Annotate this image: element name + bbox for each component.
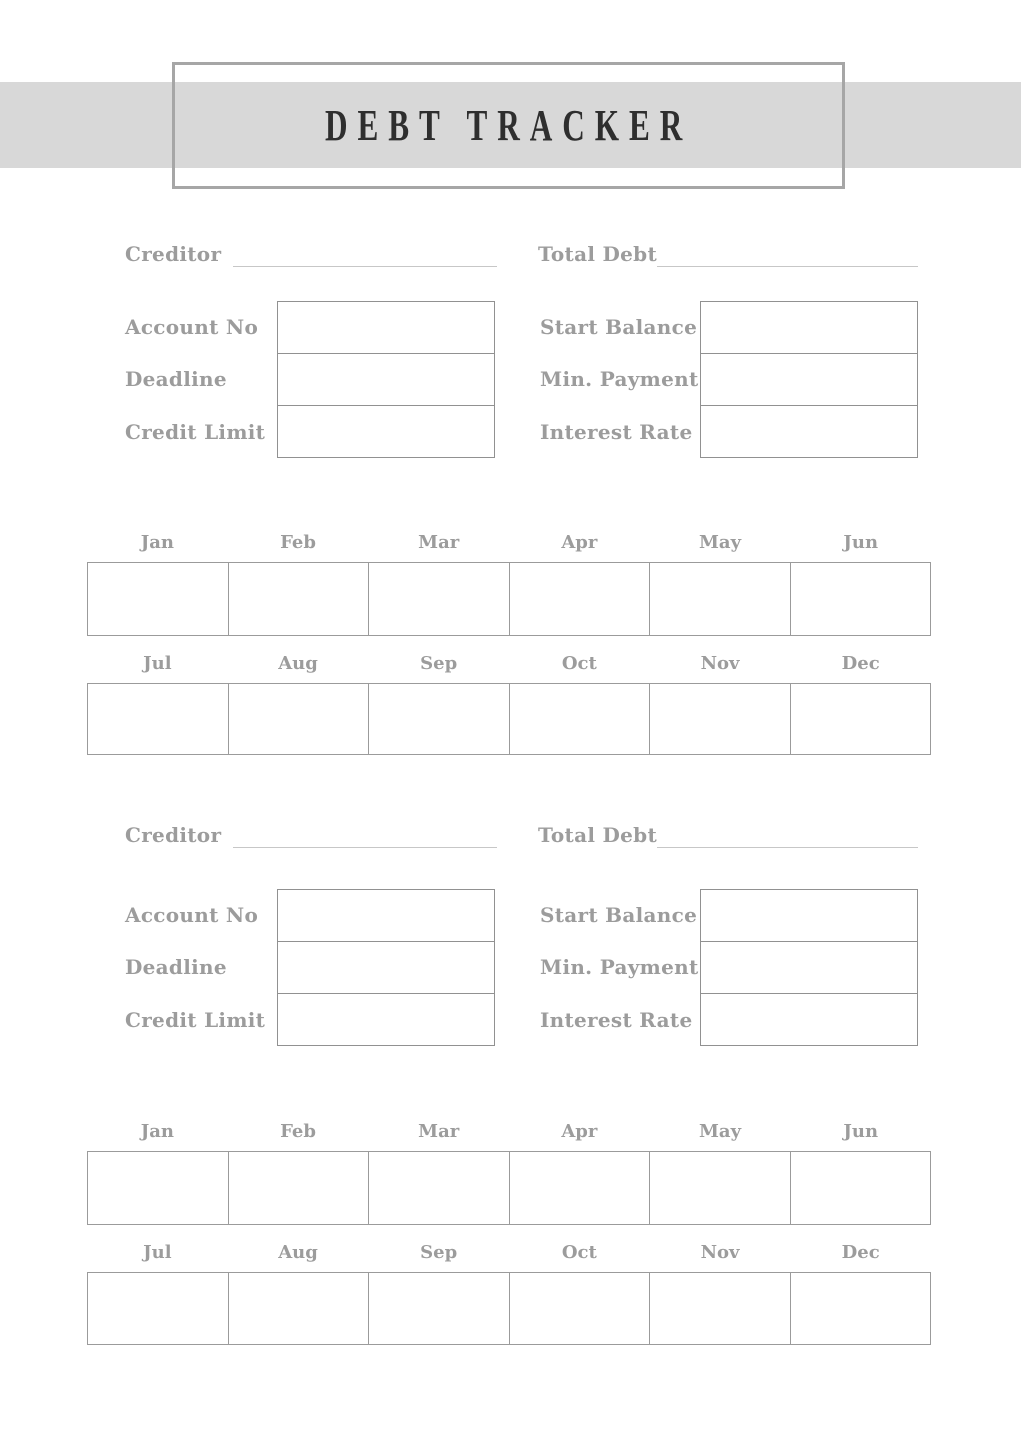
- right-field-labels: [540, 301, 700, 458]
- month-cell-oct[interactable]: [509, 1272, 651, 1345]
- month-cell-mar[interactable]: [368, 562, 510, 636]
- month-cell-oct[interactable]: [509, 683, 651, 755]
- deadline-input[interactable]: [277, 353, 495, 406]
- right-field-labels: [540, 889, 700, 1046]
- min-payment-input[interactable]: [700, 353, 918, 406]
- left-field-table: [277, 889, 495, 1046]
- month-cell-jan[interactable]: [87, 562, 229, 636]
- month-label-aug: Aug: [278, 1242, 318, 1263]
- deadline-label: Deadline: [125, 955, 227, 980]
- account-no-label: Account No: [125, 903, 259, 928]
- month-cell-jun[interactable]: [790, 562, 932, 636]
- interest-rate-label: Interest Rate: [540, 419, 693, 444]
- month-label-oct: Oct: [561, 653, 597, 674]
- interest-rate-input[interactable]: [700, 405, 918, 458]
- month-cell-jun[interactable]: [790, 1151, 932, 1225]
- min-payment-label: Min. Payment: [540, 955, 699, 980]
- month-cell-may[interactable]: [649, 562, 791, 636]
- month-label-dec: Dec: [841, 653, 880, 674]
- left-field-labels: [125, 301, 285, 458]
- month-label-mar: Mar: [418, 1121, 460, 1142]
- month-cell-sep[interactable]: [368, 683, 510, 755]
- deadline-label: Deadline: [125, 367, 227, 392]
- start-balance-input[interactable]: [700, 889, 918, 942]
- month-cell-jan[interactable]: [87, 1151, 229, 1225]
- month-grid-jul-dec: [87, 653, 931, 755]
- interest-rate-label: Interest Rate: [540, 1007, 693, 1032]
- month-label-sep: Sep: [420, 653, 458, 674]
- month-box-row: [87, 1151, 931, 1225]
- total-debt-label: Total Debt: [538, 242, 657, 266]
- month-cell-aug[interactable]: [228, 683, 370, 755]
- total-debt-input-line[interactable]: [657, 244, 918, 267]
- month-cell-may[interactable]: [649, 1151, 791, 1225]
- month-label-nov: Nov: [700, 653, 740, 674]
- month-cell-apr[interactable]: [509, 562, 651, 636]
- page-title: DEBT TRACKER: [324, 101, 693, 150]
- month-label-oct: Oct: [561, 1242, 597, 1263]
- credit-limit-label: Credit Limit: [125, 419, 266, 444]
- credit-limit-input[interactable]: [277, 405, 495, 458]
- month-label-aug: Aug: [278, 653, 318, 674]
- month-label-apr: Apr: [561, 532, 598, 553]
- month-label-dec: Dec: [841, 1242, 880, 1263]
- month-cell-aug[interactable]: [228, 1272, 370, 1345]
- month-cell-mar[interactable]: [368, 1151, 510, 1225]
- account-no-input[interactable]: [277, 301, 495, 354]
- month-cell-feb[interactable]: [228, 1151, 370, 1225]
- month-cell-feb[interactable]: [228, 562, 370, 636]
- month-header-row: [87, 532, 931, 554]
- month-label-jan: Jan: [140, 532, 174, 553]
- month-cell-dec[interactable]: [790, 683, 932, 755]
- total-debt-input-line[interactable]: [657, 825, 918, 848]
- month-header-row: [87, 1242, 931, 1264]
- interest-rate-input[interactable]: [700, 993, 918, 1046]
- deadline-input[interactable]: [277, 941, 495, 994]
- month-grid-jan-jun: [87, 1121, 931, 1225]
- right-field-table: [700, 301, 918, 458]
- month-box-row: [87, 562, 931, 636]
- min-payment-input[interactable]: [700, 941, 918, 994]
- month-cell-nov[interactable]: [649, 683, 791, 755]
- month-label-mar: Mar: [418, 532, 460, 553]
- left-field-table: [277, 301, 495, 458]
- month-box-row: [87, 1272, 931, 1345]
- month-cell-jul[interactable]: [87, 683, 229, 755]
- start-balance-label: Start Balance: [540, 903, 698, 928]
- min-payment-label: Min. Payment: [540, 367, 699, 392]
- month-cell-apr[interactable]: [509, 1151, 651, 1225]
- total-debt-label: Total Debt: [538, 823, 657, 847]
- start-balance-input[interactable]: [700, 301, 918, 354]
- month-header-row: [87, 653, 931, 675]
- creditor-label: Creditor: [125, 823, 222, 847]
- title-box: [172, 62, 845, 189]
- month-label-sep: Sep: [420, 1242, 458, 1263]
- month-label-may: May: [699, 1121, 742, 1142]
- month-cell-sep[interactable]: [368, 1272, 510, 1345]
- month-cell-nov[interactable]: [649, 1272, 791, 1345]
- month-label-jun: Jun: [843, 1121, 879, 1142]
- month-label-nov: Nov: [700, 1242, 740, 1263]
- month-label-apr: Apr: [561, 1121, 598, 1142]
- month-label-may: May: [699, 532, 742, 553]
- month-header-row: [87, 1121, 931, 1143]
- start-balance-label: Start Balance: [540, 315, 698, 340]
- month-label-feb: Feb: [280, 532, 316, 553]
- month-grid-jul-dec: [87, 1242, 931, 1345]
- credit-limit-label: Credit Limit: [125, 1007, 266, 1032]
- right-field-table: [700, 889, 918, 1046]
- month-grid-jan-jun: [87, 532, 931, 636]
- creditor-input-line[interactable]: [233, 825, 497, 848]
- left-field-labels: [125, 889, 285, 1046]
- credit-limit-input[interactable]: [277, 993, 495, 1046]
- account-no-input[interactable]: [277, 889, 495, 942]
- creditor-label: Creditor: [125, 242, 222, 266]
- month-box-row: [87, 683, 931, 755]
- month-label-jul: Jul: [143, 653, 172, 674]
- month-cell-jul[interactable]: [87, 1272, 229, 1345]
- month-label-jan: Jan: [140, 1121, 174, 1142]
- month-label-jun: Jun: [843, 532, 879, 553]
- creditor-input-line[interactable]: [233, 244, 497, 267]
- account-no-label: Account No: [125, 315, 259, 340]
- month-cell-dec[interactable]: [790, 1272, 932, 1345]
- month-label-jul: Jul: [143, 1242, 172, 1263]
- month-label-feb: Feb: [280, 1121, 316, 1142]
